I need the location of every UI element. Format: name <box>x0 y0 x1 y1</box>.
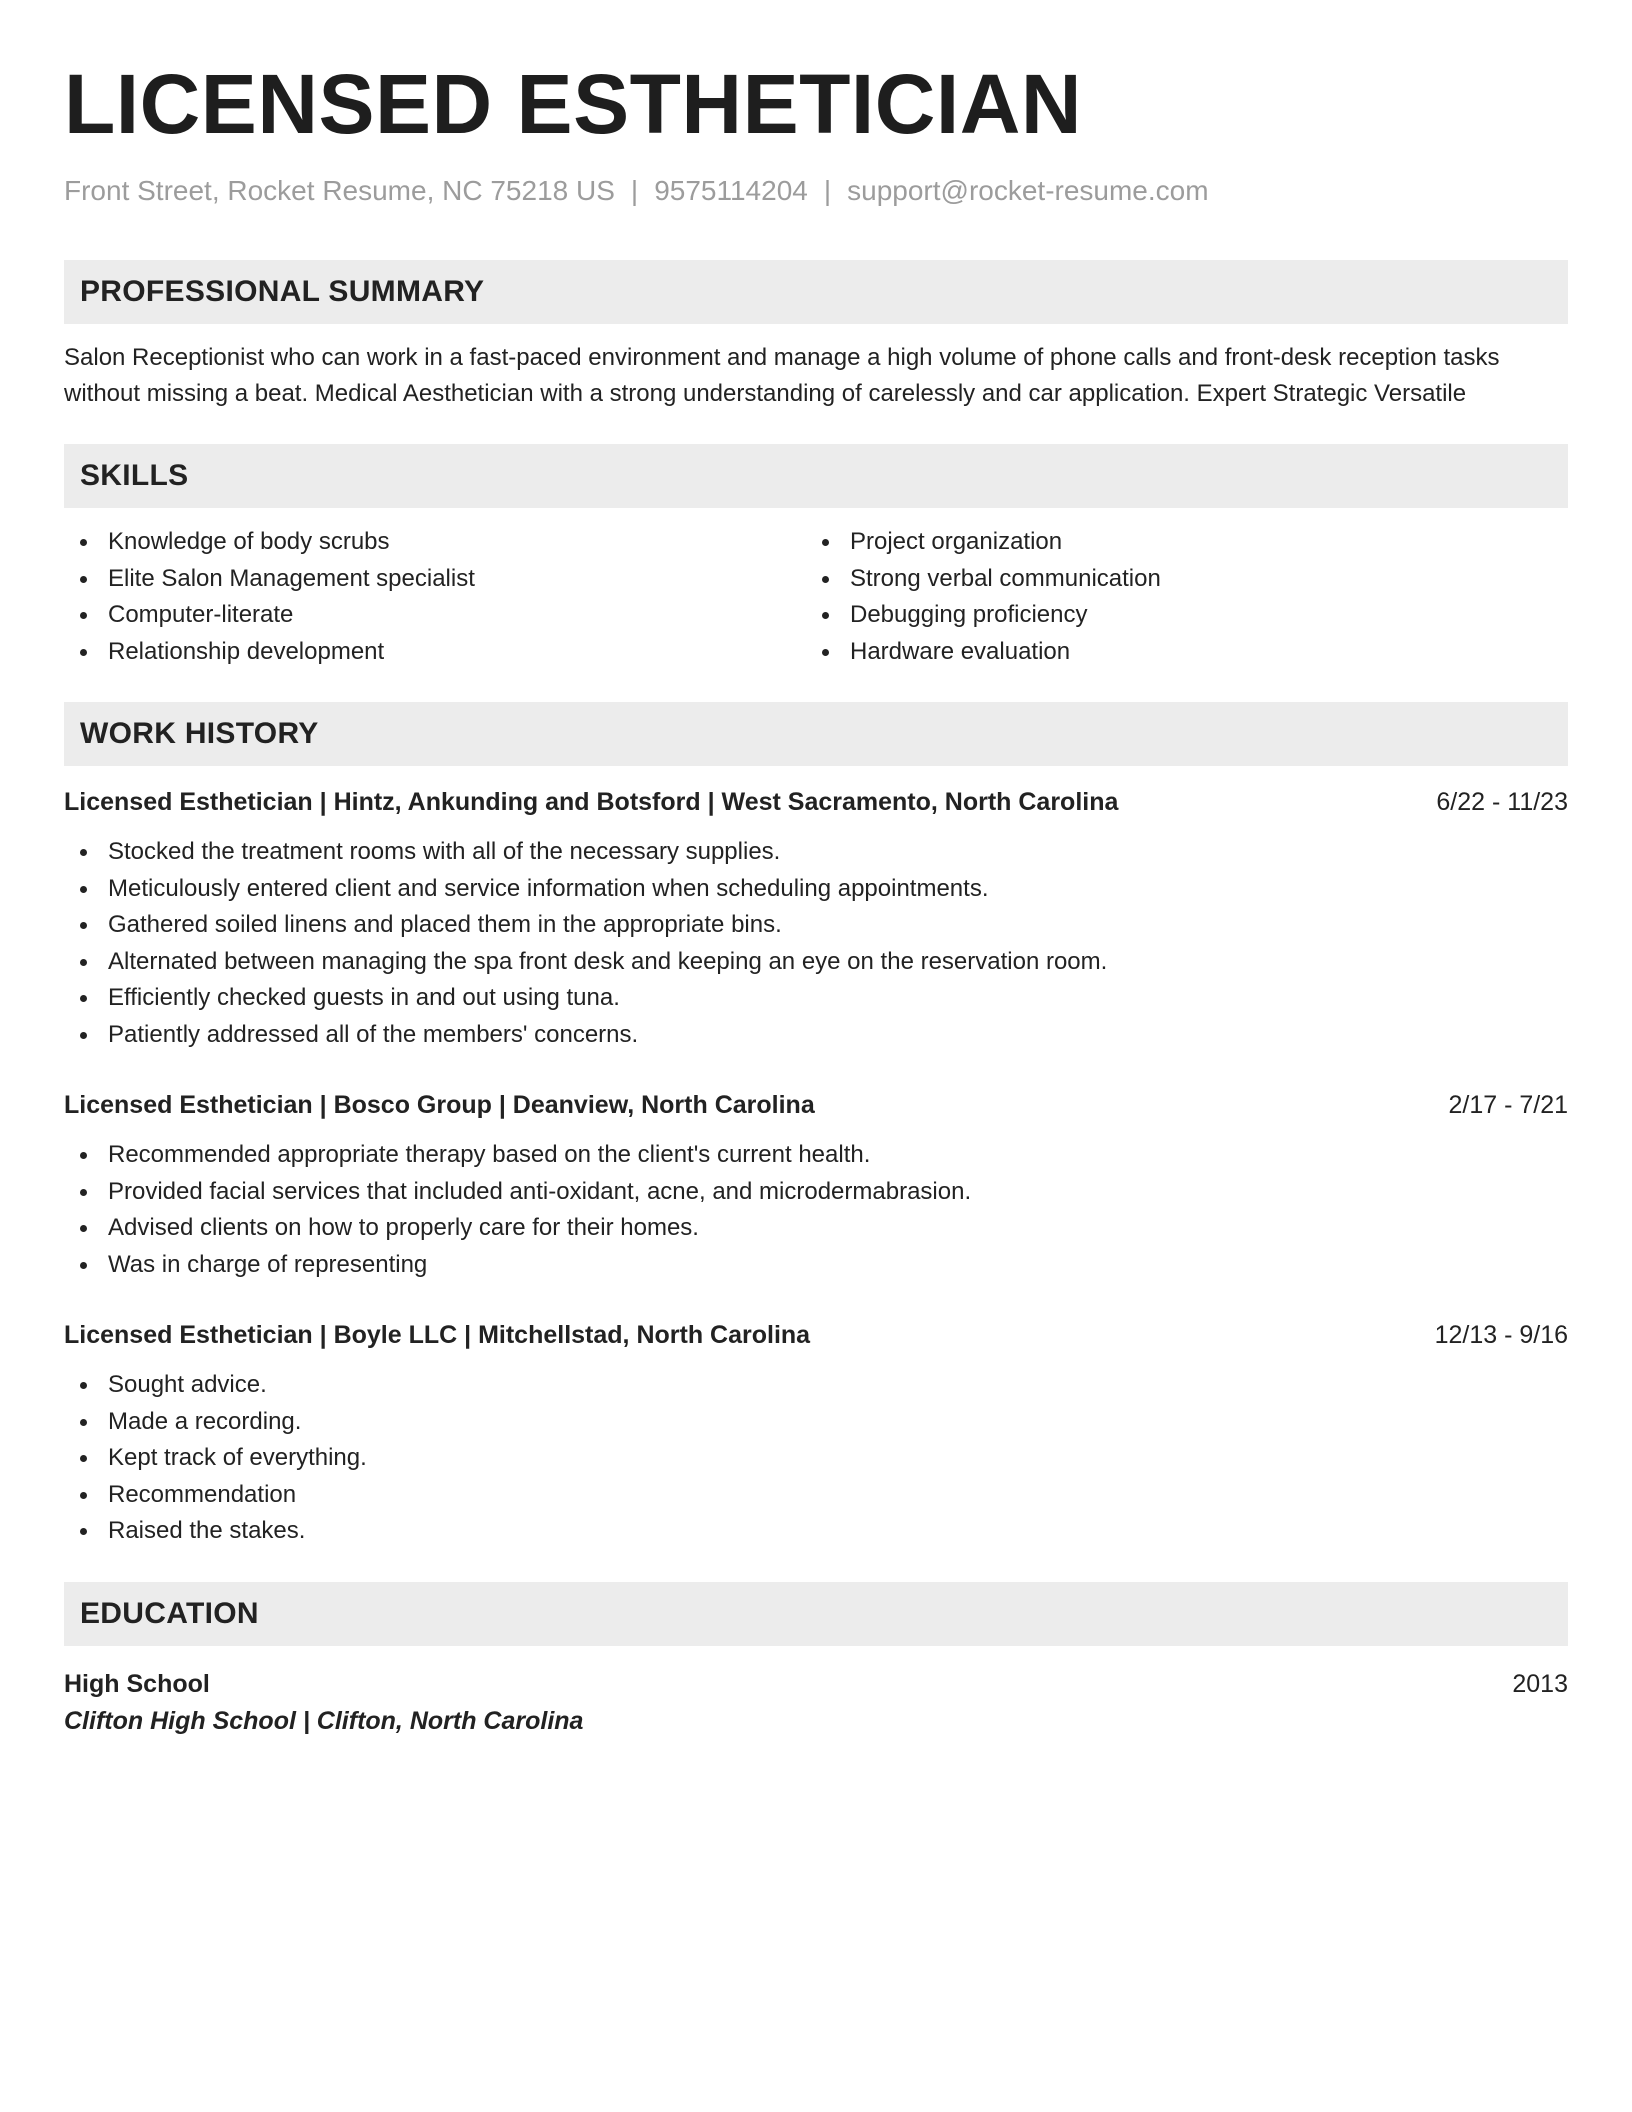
job-bullet: Sought advice. <box>64 1367 1568 1404</box>
job-bullet: Raised the stakes. <box>64 1513 1568 1550</box>
skills-column-right <box>806 524 1548 670</box>
job-bullets <box>64 834 1568 1053</box>
job-title: Licensed Esthetician | Boyle LLC | Mitchellstad, North Carolina <box>64 1321 811 1349</box>
job-dates: 2/17 - 7/21 <box>1448 1091 1568 1119</box>
contact-email: support@rocket-resume.com <box>847 175 1209 206</box>
job-bullet: Meticulously entered client and service information when scheduling appointments. <box>64 871 1568 908</box>
job-bullet: Gathered soiled linens and placed them in the appropriate bins. <box>64 907 1568 944</box>
skill-item: Project organization <box>806 524 1548 561</box>
skill-item: Computer-literate <box>64 597 806 634</box>
section-header-skills: SKILLS <box>64 444 1568 508</box>
skill-item: Debugging proficiency <box>806 597 1548 634</box>
skill-item: Knowledge of body scrubs <box>64 524 806 561</box>
skill-item: Hardware evaluation <box>806 634 1548 671</box>
skill-item: Relationship development <box>64 634 806 671</box>
job-bullets <box>64 1137 1568 1283</box>
contact-separator: | <box>823 175 832 206</box>
section-header-education: EDUCATION <box>64 1582 1568 1646</box>
education-degree: High School <box>64 1669 210 1698</box>
education-school: Clifton High School | Clifton, North Carolina <box>64 1706 584 1735</box>
education-heading <box>64 1666 1568 1702</box>
job-heading <box>64 786 1568 818</box>
skills-list-right <box>806 524 1548 670</box>
job-title: Licensed Esthetician | Hintz, Ankunding and Botsford | West Sacramento, North Carolina <box>64 788 1119 816</box>
skill-item: Strong verbal communication <box>806 561 1548 598</box>
job-bullet: Alternated between managing the spa front desk and keeping an eye on the reservation room. <box>64 944 1568 981</box>
job-bullet: Made a recording. <box>64 1404 1568 1441</box>
skill-item: Elite Salon Management specialist <box>64 561 806 598</box>
section-header-work-history: WORK HISTORY <box>64 702 1568 766</box>
job-bullet: Recommended appropriate therapy based on the client's current health. <box>64 1137 1568 1174</box>
summary-text: Salon Receptionist who can work in a fast-paced environment and manage a high volume of phone calls and front-desk reception tasks without missing a beat. Medical Aesthetician with a strong understanding of carelessly and car application. Expert Strategic Versatile <box>64 344 1500 407</box>
job-heading <box>64 1089 1568 1121</box>
job-entry <box>64 1089 1568 1283</box>
job-bullet: Provided facial services that included anti-oxidant, acne, and microdermabrasion. <box>64 1174 1568 1211</box>
education-year: 2013 <box>1512 1669 1568 1698</box>
contact-address: Front Street, Rocket Resume, NC 75218 US <box>64 175 615 206</box>
resume-page <box>64 56 1568 1740</box>
job-heading <box>64 1319 1568 1351</box>
job-bullet: Recommendation <box>64 1477 1568 1514</box>
contact-line <box>64 174 1568 208</box>
job-bullets <box>64 1367 1568 1550</box>
job-bullet: Efficiently checked guests in and out using tuna. <box>64 980 1568 1017</box>
skills-list-left <box>64 524 806 670</box>
job-entry <box>64 1319 1568 1550</box>
job-bullet: Kept track of everything. <box>64 1440 1568 1477</box>
job-bullet: Was in charge of representing <box>64 1247 1568 1284</box>
job-bullet: Advised clients on how to properly care for their homes. <box>64 1210 1568 1247</box>
section-header-summary: PROFESSIONAL SUMMARY <box>64 260 1568 324</box>
job-bullet: Patiently addressed all of the members' concerns. <box>64 1017 1568 1054</box>
job-entry <box>64 786 1568 1053</box>
job-title: Licensed Esthetician | Bosco Group | Deanview, North Carolina <box>64 1091 815 1119</box>
job-dates: 6/22 - 11/23 <box>1436 788 1568 816</box>
contact-separator: | <box>630 175 639 206</box>
skills-grid <box>64 524 1568 670</box>
resume-name: LICENSED ESTHETICIAN <box>64 57 1083 151</box>
education-entry <box>64 1666 1568 1740</box>
skills-column-left <box>64 524 806 670</box>
job-dates: 12/13 - 9/16 <box>1434 1321 1568 1349</box>
contact-phone: 9575114204 <box>654 175 808 206</box>
job-bullet: Stocked the treatment rooms with all of the necessary supplies. <box>64 834 1568 871</box>
